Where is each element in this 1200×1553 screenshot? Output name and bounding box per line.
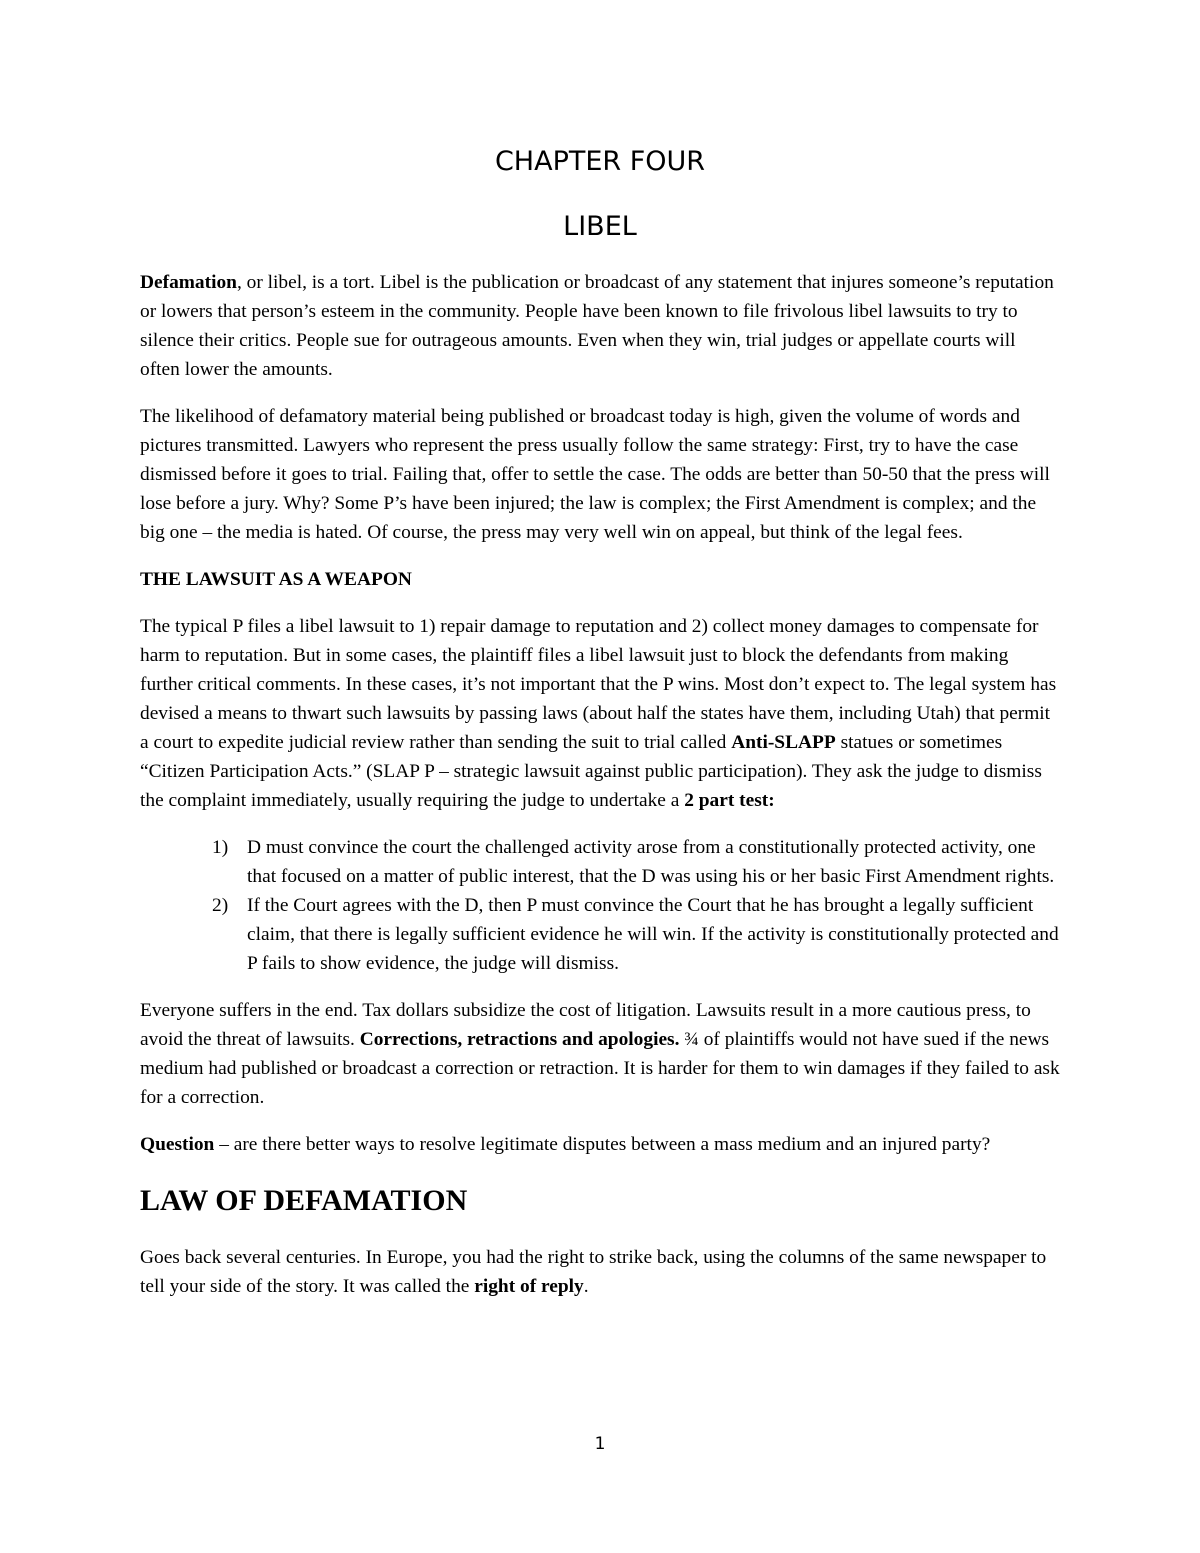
chapter-title: LIBEL [563, 211, 637, 242]
paragraph-text: – are there better ways to resolve legitimate disputes between a mass medium and an injured party? [214, 1134, 991, 1155]
page-number: 1 [594, 1434, 606, 1454]
paragraph-lawsuit-weapon [140, 612, 1060, 815]
list-item-number: 2) [212, 895, 229, 916]
term-question: Question [140, 1134, 215, 1155]
paragraph-text: ¾ of plaintiffs would not have sued if the news medium had published or broadcast a correction or retraction. It is harder for them to win damages if they failed to ask for a correction. [140, 1029, 1060, 1108]
law-of-defamation-heading: LAW OF DEFAMATION [140, 1184, 468, 1217]
term-two-part-test: 2 part test: [684, 790, 775, 811]
paragraph-text: Everyone suffers in the end. Tax dollars subsidize the cost of litigation. Lawsuits result in a more cautious press, to avoid the threat of lawsuits. [140, 1000, 1031, 1050]
paragraph-everyone-suffers [140, 996, 1060, 1112]
chapter-heading: CHAPTER FOUR [494, 146, 706, 177]
paragraph-question [140, 1130, 1060, 1159]
paragraph-text: Goes back several centuries. In Europe, you had the right to strike back, using the columns of the same newspaper to tell your side of the story. It was called the [140, 1247, 1047, 1297]
term-anti-slapp: Anti-SLAPP [731, 732, 836, 753]
body-text [140, 268, 1060, 1319]
paragraph-text: . [583, 1276, 589, 1297]
section-heading: THE LAWSUIT AS A WEAPON [140, 569, 412, 590]
term-defamation: Defamation [140, 272, 237, 293]
paragraph-defamation [140, 268, 1060, 384]
list-item-number: 1) [212, 837, 229, 858]
list-item-text: D must convince the court the challenged activity arose from a constitutionally protected activity, one that focused on a matter of public interest, that the D was using his or her basic First Amendment rights. [247, 837, 1055, 887]
list-item [140, 833, 1060, 891]
paragraph-likelihood: The likelihood of defamatory material being published or broadcast today is high, given the volume of words and pictures transmitted. Lawyers who represent the press usually follow the same strategy: First, try to have the case dismissed before it goes to trial. Failing that, offer to settle the case. The odds are better than 50-50 that the press will lose before a jury. Why? Some P’s have been injured; the law is complex; the First Amendment is complex; and the big one – the media is hated. Of course, the press may very well win on appeal, but think of the legal fees. [140, 406, 1050, 543]
paragraph-text: , or libel, is a tort. Libel is the publication or broadcast of any statement that injures someone’s reputation or lowers that person’s esteem in the community. People have been known to file frivolous libel lawsuits to try to silence their critics. People sue for outrageous amounts. Even when they win, trial judges or appellate courts will often lower the amounts. [140, 272, 1054, 380]
paragraph-history [140, 1243, 1060, 1301]
document-page [140, 0, 1060, 1553]
term-corrections: Corrections, retractions and apologies. [359, 1029, 680, 1050]
paragraph-text: The typical P files a libel lawsuit to 1) repair damage to reputation and 2) collect money damages to compensate for harm to reputation. But in some cases, the plaintiff files a libel lawsuit just to block the defendants from making further critical comments. In these cases, it’s not important that the P wins. Most don’t expect to. The legal system has devised a means to thwart such lawsuits by passing laws (about half the states have them, including Utah) that permit a court to expedite judicial review rather than sending the suit to trial called [140, 616, 1057, 753]
paragraph-text: statues or sometimes “Citizen Participation Acts.” (SLAP P – strategic lawsuit against public participation). They ask the judge to dismiss the complaint immediately, usually requiring the judge to undertake a [140, 732, 1042, 811]
list-item-text: If the Court agrees with the D, then P must convince the Court that he has brought a legally sufficient claim, that there is legally sufficient evidence he will win. If the activity is constitutionally protected and P fails to show evidence, the judge will dismiss. [247, 895, 1059, 974]
list-item [140, 891, 1060, 978]
term-right-of-reply: right of reply [474, 1276, 584, 1297]
two-part-test-list [140, 833, 1060, 978]
